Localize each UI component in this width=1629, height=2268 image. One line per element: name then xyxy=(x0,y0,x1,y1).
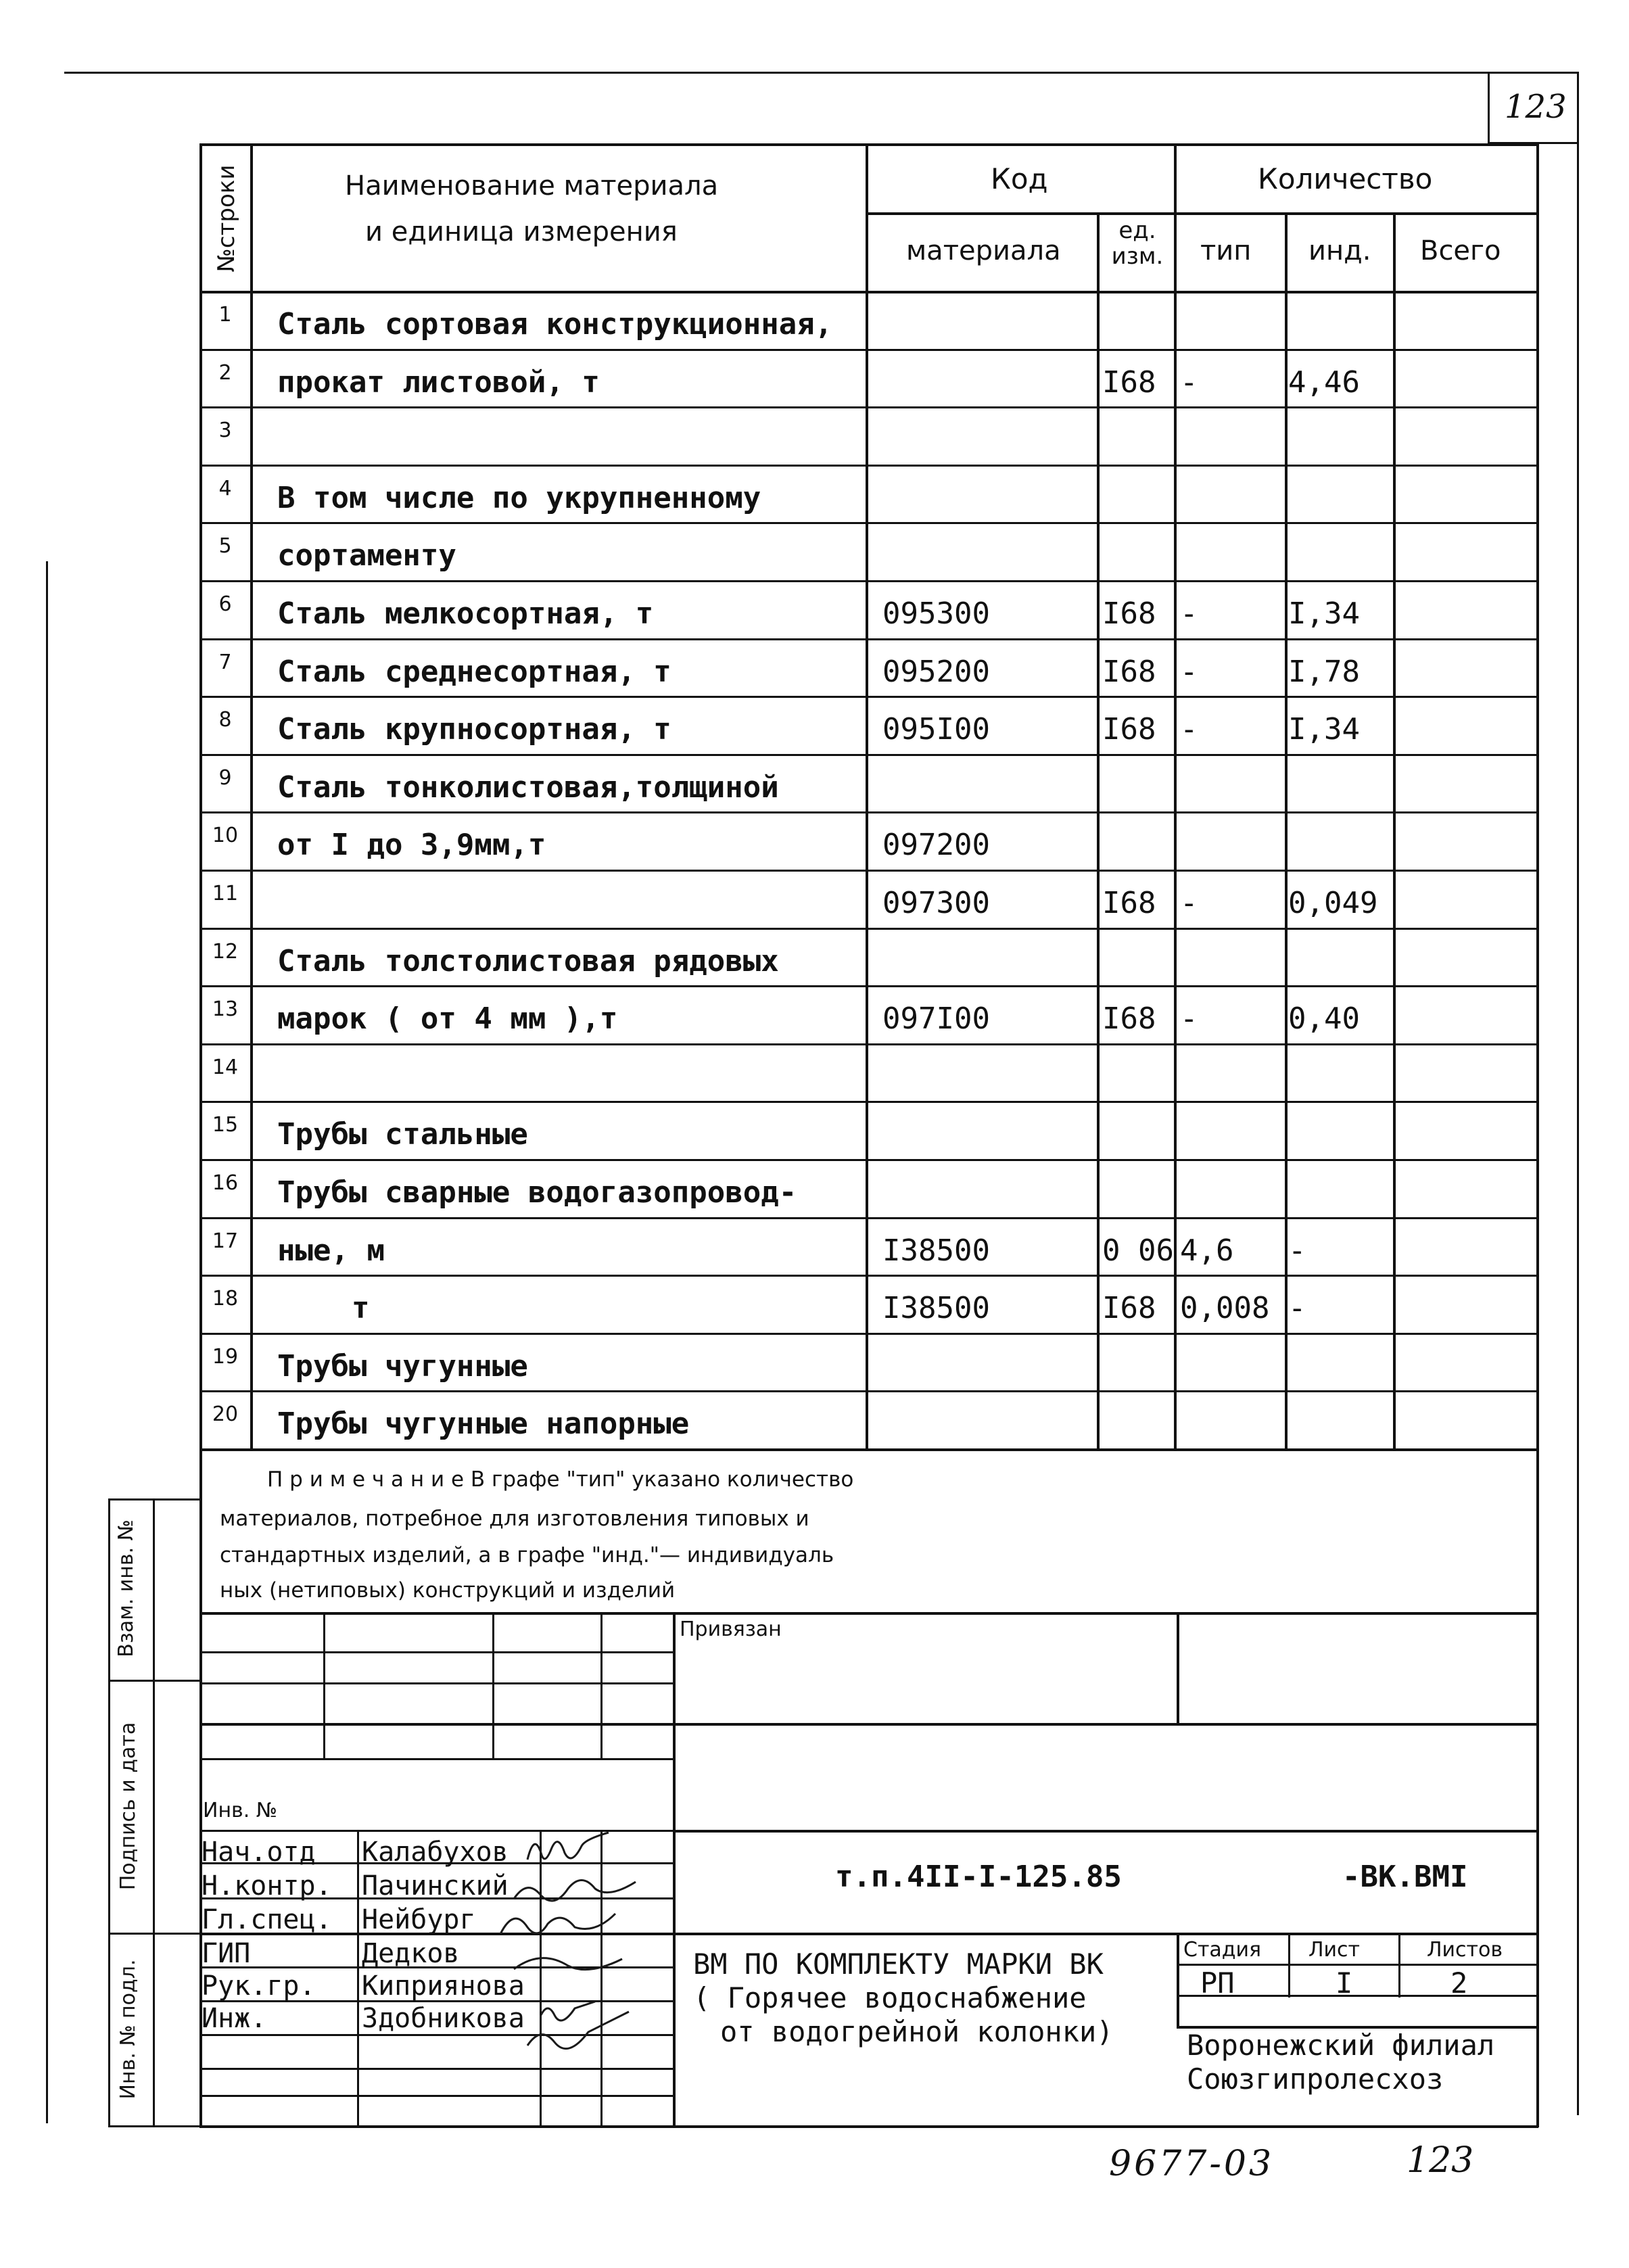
row-unit-code: I68 xyxy=(1102,654,1156,689)
row-number: 14 xyxy=(212,1055,239,1079)
row-q-type: 4,6 xyxy=(1180,1233,1234,1268)
row-name: от I до 3,9мм,т xyxy=(277,828,546,863)
row-q-ind: - xyxy=(1288,1291,1306,1326)
row-separator xyxy=(199,1390,1538,1392)
row-q-ind: 0,049 xyxy=(1288,886,1378,920)
row-material-code: 097I00 xyxy=(882,1001,990,1037)
row-separator xyxy=(199,1101,1538,1103)
row-name: В том числе по укрупненному xyxy=(277,480,761,515)
row-separator xyxy=(199,522,1538,524)
page-number: 123 xyxy=(1505,88,1567,126)
top-rule xyxy=(64,72,1579,74)
header-quantity: Количество xyxy=(1258,162,1433,195)
row-name: Сталь среднесортная, т xyxy=(277,654,671,689)
header-q-total: Всего xyxy=(1420,235,1501,266)
side-label-vzam: Взам. инв. № xyxy=(114,1519,138,1657)
row-number: 20 xyxy=(212,1402,239,1427)
stamp-person-name: Дедков xyxy=(362,1938,460,1969)
row-separator xyxy=(199,1043,1538,1045)
row-name: Трубы чугунные xyxy=(277,1348,528,1384)
stamp-person-name: Пачинский xyxy=(362,1870,509,1901)
row-number: 10 xyxy=(212,824,239,848)
row-number: 18 xyxy=(212,1287,239,1311)
row-number: 5 xyxy=(218,534,232,559)
header-name-line1: Наименование материала xyxy=(345,170,719,202)
header-code-material: материала xyxy=(906,235,1061,266)
row-separator xyxy=(199,928,1538,930)
stamp-stadiya: РП xyxy=(1200,1966,1235,2000)
stamp-inv-no: Инв. № xyxy=(203,1799,278,1822)
left-margin-rule xyxy=(46,561,48,2123)
row-separator xyxy=(199,1217,1538,1219)
row-number: 16 xyxy=(212,1171,239,1195)
note-line2: материалов, потребное для изготовления типовых и xyxy=(220,1507,809,1531)
stamp-title-line1: ВМ ПО КОМПЛЕКТУ МАРКИ ВК xyxy=(693,1947,1104,1981)
row-unit-code: I68 xyxy=(1102,596,1156,631)
row-q-ind: - xyxy=(1288,1233,1306,1268)
row-material-code: 097200 xyxy=(882,828,990,863)
row-separator xyxy=(199,870,1538,872)
row-number: 19 xyxy=(212,1344,239,1369)
row-name: Трубы сварные водогазопровод- xyxy=(277,1175,797,1210)
row-number: 12 xyxy=(212,939,239,964)
stamp-person-role: Рук.гр. xyxy=(202,1970,316,2002)
stamp-list-label: Лист xyxy=(1308,1938,1361,1962)
row-unit-code: I68 xyxy=(1102,712,1156,747)
header-code-unit: ед. изм. xyxy=(1111,217,1164,270)
note-line1: П р и м е ч а н и е В графе "тип" указано количество xyxy=(267,1467,854,1492)
row-name: Сталь мелкосортная, т xyxy=(277,596,654,631)
header-row-number: №строки xyxy=(213,164,240,273)
row-number: 1 xyxy=(218,303,232,327)
row-material-code: 095I00 xyxy=(882,712,990,747)
stamp-person-role: Нач.отд xyxy=(202,1837,316,1868)
row-number: 15 xyxy=(212,1113,239,1137)
stamp-list: I xyxy=(1336,1966,1353,2000)
row-name: Сталь тонколистовая,толщиной xyxy=(277,770,779,805)
row-unit-code: I68 xyxy=(1102,364,1156,400)
side-label-podpis: Подпись и дата xyxy=(116,1722,140,1891)
stamp-listov: 2 xyxy=(1450,1966,1468,2000)
row-name: Трубы стальные xyxy=(277,1117,528,1152)
stamp-person-role: ГИП xyxy=(202,1938,251,1969)
row-separator xyxy=(199,465,1538,467)
row-material-code: 097300 xyxy=(882,886,990,920)
row-name: Сталь крупносортная, т xyxy=(277,712,671,747)
stamp-person-name: Калабухов xyxy=(362,1837,509,1868)
row-number: 17 xyxy=(212,1229,239,1253)
row-separator xyxy=(199,638,1538,640)
row-q-type: 0,008 xyxy=(1180,1291,1270,1326)
row-q-ind: 4,46 xyxy=(1288,364,1360,400)
row-unit-code: I68 xyxy=(1102,1291,1156,1326)
right-margin-rule xyxy=(1577,73,1579,2115)
row-q-type: - xyxy=(1180,712,1198,747)
row-q-ind: 0,40 xyxy=(1288,1001,1360,1037)
row-name: прокат листовой, т xyxy=(277,364,600,400)
row-q-type: - xyxy=(1180,364,1198,400)
row-name: т xyxy=(352,1291,370,1326)
row-material-code: I38500 xyxy=(882,1233,990,1268)
row-name: Сталь сортовая конструкционная, xyxy=(277,307,833,341)
stamp-org-line1: Воронежский филиал xyxy=(1187,2029,1495,2062)
row-q-type: - xyxy=(1180,596,1198,631)
row-number: 3 xyxy=(218,419,232,443)
row-separator xyxy=(199,1333,1538,1335)
row-separator xyxy=(199,1275,1538,1277)
header-name-line2: и единица измерения xyxy=(365,216,678,247)
row-separator xyxy=(199,406,1538,408)
stamp-doc-suffix: -ВК.ВМI xyxy=(1342,1860,1468,1894)
row-number: 6 xyxy=(218,592,232,616)
row-name: марок ( от 4 мм ),т xyxy=(277,1001,618,1037)
side-label-inv-podl: Инв. № подл. xyxy=(116,1959,140,2100)
row-number: 9 xyxy=(218,765,232,790)
row-number: 13 xyxy=(212,997,239,1022)
row-number: 7 xyxy=(218,650,232,674)
stamp-person-name: Нейбург xyxy=(362,1904,476,1935)
stamp-title-line3: от водогрейной колонки) xyxy=(720,2015,1114,2048)
row-separator xyxy=(199,696,1538,698)
row-material-code: 095200 xyxy=(882,654,990,689)
row-separator xyxy=(199,811,1538,813)
row-material-code: 095300 xyxy=(882,596,990,631)
row-unit-code: 0 06 xyxy=(1102,1233,1174,1268)
row-separator xyxy=(199,985,1538,987)
note-line4: ных (нетиповых) конструкций и изделий xyxy=(220,1578,676,1603)
stamp-listov-label: Листов xyxy=(1427,1938,1503,1962)
stamp-person-name: Здобникова xyxy=(362,2003,525,2034)
row-q-type: - xyxy=(1180,1001,1198,1037)
stamp-privyazan: Привязан xyxy=(680,1617,782,1641)
row-separator xyxy=(199,349,1538,351)
row-name: ные, м xyxy=(277,1233,385,1268)
row-number: 8 xyxy=(218,708,232,732)
row-number: 2 xyxy=(218,360,232,385)
row-name: сортаменту xyxy=(277,538,456,573)
header-q-type: тип xyxy=(1200,235,1252,266)
stamp-person-role: Н.контр. xyxy=(202,1870,332,1901)
row-unit-code: I68 xyxy=(1102,1001,1156,1037)
note-line3: стандартных изделий, а в графе "инд."— индивидуаль xyxy=(220,1543,834,1567)
stamp-person-role: Гл.спец. xyxy=(202,1904,332,1935)
row-q-ind: I,78 xyxy=(1288,654,1360,689)
row-name: Сталь толстолистовая рядовых xyxy=(277,943,779,978)
stamp-title-line2: ( Горячее водоснабжение xyxy=(693,1981,1087,2014)
row-q-ind: I,34 xyxy=(1288,596,1360,631)
footer-page: 123 xyxy=(1407,2140,1474,2181)
row-separator xyxy=(199,1159,1538,1161)
stamp-stadiya-label: Стадия xyxy=(1183,1938,1262,1962)
stamp-person-role: Инж. xyxy=(202,2003,267,2034)
row-material-code: I38500 xyxy=(882,1291,990,1326)
header-code: Код xyxy=(991,162,1048,195)
row-name: Трубы чугунные напорные xyxy=(277,1407,690,1442)
stamp-doc-code: т.п.4II-I-125.85 xyxy=(835,1860,1122,1894)
row-number: 11 xyxy=(212,882,239,905)
signatures xyxy=(473,1819,676,2103)
row-separator xyxy=(199,580,1538,582)
row-separator xyxy=(199,754,1538,756)
row-q-ind: I,34 xyxy=(1288,712,1360,747)
row-unit-code: I68 xyxy=(1102,886,1156,920)
stamp-org-line2: Союзгипролесхоз xyxy=(1187,2062,1444,2096)
stamp-person-name: Киприянова xyxy=(362,1970,525,2002)
row-q-type: - xyxy=(1180,886,1198,920)
footer-code: 9677-03 xyxy=(1109,2144,1275,2184)
row-number: 4 xyxy=(218,476,232,500)
page-number-box-left xyxy=(1488,73,1490,143)
row-q-type: - xyxy=(1180,654,1198,689)
header-q-ind: инд. xyxy=(1308,235,1371,266)
